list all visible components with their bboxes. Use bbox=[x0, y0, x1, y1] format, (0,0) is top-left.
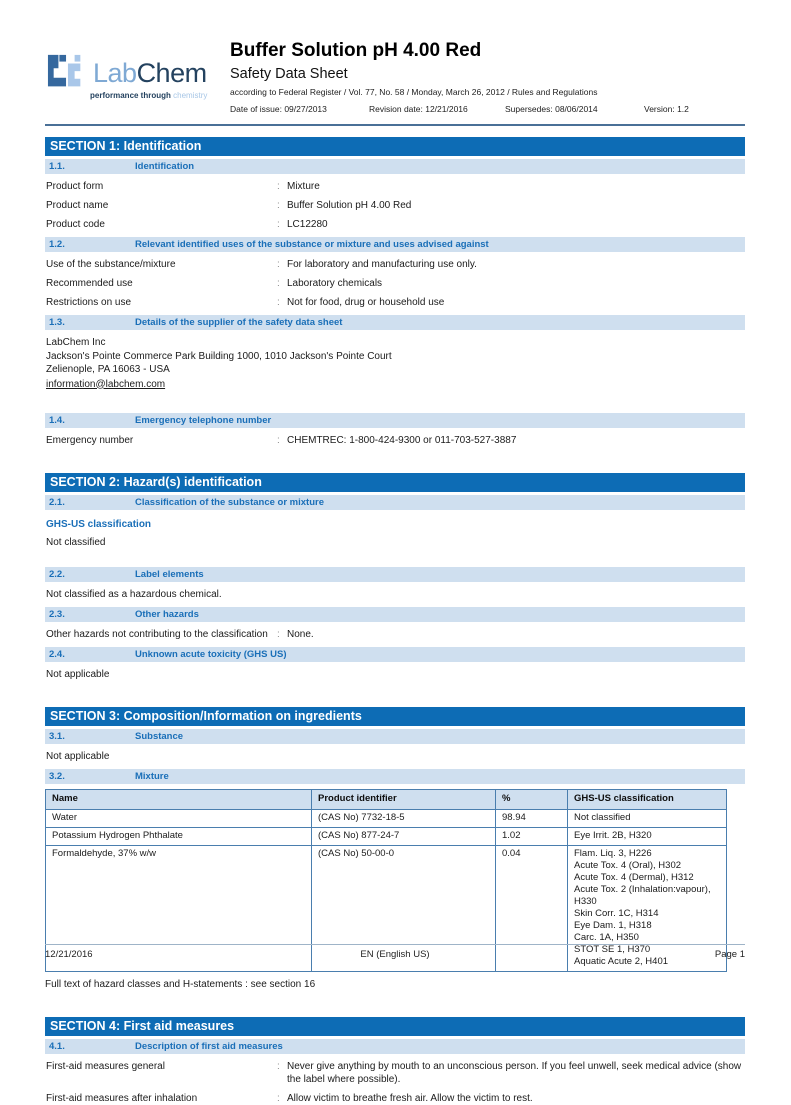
cell-name: Potassium Hydrogen Phthalate bbox=[46, 828, 312, 846]
subsection-title: Emergency telephone number bbox=[135, 415, 272, 426]
field-label: Emergency number bbox=[46, 435, 134, 446]
document-dates-row bbox=[230, 104, 745, 114]
colon-separator bbox=[277, 628, 287, 641]
document-subtitle: Safety Data Sheet bbox=[230, 66, 348, 82]
field-product-code bbox=[46, 218, 744, 231]
ghs-classification-value: Not classified bbox=[46, 537, 106, 548]
cell-product-identifier: (CAS No) 7732-18-5 bbox=[312, 810, 496, 828]
supplier-details bbox=[45, 336, 745, 391]
label-elements-text: Not classified as a hazardous chemical. bbox=[46, 589, 222, 600]
subsection-title: Substance bbox=[135, 731, 184, 742]
labchem-wordmark bbox=[93, 58, 207, 89]
field-label: Recommended use bbox=[46, 278, 133, 289]
field-value: Not for food, drug or household use bbox=[287, 297, 445, 308]
field-product-form bbox=[46, 180, 744, 193]
subsection-2-4 bbox=[45, 647, 745, 662]
subsection-number: 1.1. bbox=[49, 161, 65, 172]
classification-line: Acute Tox. 4 (Oral), H302 bbox=[574, 860, 682, 871]
field-value: Never give anything by mouth to an unconscious person. If you feel unwell, seek medical advice (show the label where possible). bbox=[287, 1061, 742, 1085]
cell-percent: 98.94 bbox=[496, 810, 568, 828]
field-label: Other hazards not contributing to the classification bbox=[46, 629, 268, 640]
subsection-title: Identification bbox=[135, 161, 195, 172]
colon-separator bbox=[277, 180, 287, 193]
colon-separator bbox=[277, 199, 287, 212]
subsection-title: Classification of the substance or mixture bbox=[135, 497, 324, 508]
subsection-number: 2.1. bbox=[49, 497, 65, 508]
labchem-monogram-icon bbox=[45, 53, 89, 93]
supplier-address-line1: Jackson's Pointe Commerce Park Building 1000, 1010 Jackson's Pointe Court bbox=[46, 350, 392, 362]
classification-line: STOT SE 1, H370 bbox=[574, 944, 651, 955]
field-value: CHEMTREC: 1-800-424-9300 or 011-703-527-3887 bbox=[287, 435, 517, 446]
field-value: Mixture bbox=[287, 181, 320, 192]
logo-chem-text: Chem bbox=[136, 57, 207, 88]
field-recommended-use bbox=[46, 277, 744, 290]
subsection-1-3 bbox=[45, 315, 745, 330]
field-value: None. bbox=[287, 629, 314, 640]
field-label: First-aid measures after inhalation bbox=[46, 1093, 198, 1104]
supplier-email-link[interactable]: information@labchem.com bbox=[46, 378, 166, 390]
subsection-number: 3.1. bbox=[49, 731, 65, 742]
field-value: Laboratory chemicals bbox=[287, 278, 383, 289]
section-3-header: SECTION 3: Composition/Information on ingredients bbox=[45, 707, 745, 726]
field-label: Product form bbox=[46, 181, 104, 192]
subsection-3-1 bbox=[45, 729, 745, 744]
section-2-header: SECTION 2: Hazard(s) identification bbox=[45, 473, 745, 492]
field-other-hazards bbox=[46, 628, 744, 641]
subsection-number: 1.4. bbox=[49, 415, 65, 426]
supersedes-date: Supersedes: 08/06/2014 bbox=[505, 104, 598, 114]
classification-line: Acute Tox. 2 (Inhalation:vapour), H330 bbox=[574, 884, 711, 907]
subsection-4-1 bbox=[45, 1039, 745, 1054]
hazard-fulltext-note: Full text of hazard classes and H-statements : see section 16 bbox=[45, 979, 316, 990]
subsection-number: 2.4. bbox=[49, 649, 65, 660]
cell-name: Water bbox=[46, 810, 312, 828]
substance-text: Not applicable bbox=[46, 751, 110, 762]
subsection-title: Unknown acute toxicity (GHS US) bbox=[135, 649, 287, 660]
subsection-title: Details of the supplier of the safety data sheet bbox=[135, 317, 343, 328]
field-first-aid-inhalation bbox=[46, 1092, 744, 1105]
field-label: Use of the substance/mixture bbox=[46, 259, 176, 270]
subsection-number: 1.2. bbox=[49, 239, 65, 250]
colon-separator bbox=[277, 218, 287, 231]
colon-separator bbox=[277, 258, 287, 271]
classification-line: Eye Dam. 1, H318 bbox=[574, 920, 652, 931]
field-label: First-aid measures general bbox=[46, 1061, 165, 1072]
subsection-title: Description of first aid measures bbox=[135, 1041, 283, 1052]
subsection-title: Label elements bbox=[135, 569, 204, 580]
tagline-bold: performance through bbox=[90, 91, 171, 100]
spacer bbox=[45, 391, 745, 410]
cell-product-identifier: (CAS No) 50-00-0 bbox=[312, 846, 496, 972]
subsection-number: 4.1. bbox=[49, 1041, 65, 1052]
regulation-reference: according to Federal Register / Vol. 77, No. 58 / Monday, March 26, 2012 / Rules and Regulations bbox=[230, 87, 598, 97]
section-1-header: SECTION 1: Identification bbox=[45, 137, 745, 156]
subsection-2-2 bbox=[45, 567, 745, 582]
footer-date: 12/21/2016 bbox=[45, 949, 93, 960]
colon-separator bbox=[277, 296, 287, 309]
subsection-number: 2.2. bbox=[49, 569, 65, 580]
colon-separator bbox=[277, 1092, 287, 1105]
classification-line: Flam. Liq. 3, H226 bbox=[574, 848, 652, 859]
subsection-title: Other hazards bbox=[135, 609, 199, 620]
classification-line: Acute Tox. 4 (Dermal), H312 bbox=[574, 872, 694, 883]
labchem-logo bbox=[45, 40, 230, 100]
cell-percent: 1.02 bbox=[496, 828, 568, 846]
subsection-title: Mixture bbox=[135, 771, 169, 782]
page-footer bbox=[45, 944, 745, 960]
supplier-name: LabChem Inc bbox=[46, 337, 106, 348]
logo-lab-text: Lab bbox=[93, 57, 137, 88]
column-header-percent: % bbox=[496, 790, 568, 810]
subsection-2-3 bbox=[45, 607, 745, 622]
classification-line: Carc. 1A, H350 bbox=[574, 932, 639, 943]
tagline-light: chemistry bbox=[173, 91, 208, 100]
field-value: LC12280 bbox=[287, 219, 328, 230]
field-first-aid-general bbox=[46, 1060, 744, 1086]
subsection-1-1 bbox=[45, 159, 745, 174]
page-title: Buffer Solution pH 4.00 Red bbox=[230, 40, 482, 61]
spacer bbox=[45, 687, 745, 696]
ghs-classification-heading: GHS-US classification bbox=[46, 519, 152, 530]
classification-line: Aquatic Acute 2, H401 bbox=[574, 956, 669, 967]
footer-page-number: Page 1 bbox=[714, 949, 745, 960]
subsection-number: 3.2. bbox=[49, 771, 65, 782]
field-label: Restrictions on use bbox=[46, 297, 132, 308]
subsection-1-4 bbox=[45, 413, 745, 428]
cell-ghs-classification: Not classified bbox=[568, 810, 727, 828]
subsection-number: 1.3. bbox=[49, 317, 65, 328]
revision-date: Revision date: 12/21/2016 bbox=[369, 104, 468, 114]
subsection-number: 2.3. bbox=[49, 609, 65, 620]
spacer bbox=[45, 453, 745, 462]
column-header-name: Name bbox=[46, 790, 312, 810]
colon-separator bbox=[277, 277, 287, 290]
header-text-block bbox=[230, 40, 745, 114]
classification-line: Skin Corr. 1C, H314 bbox=[574, 908, 659, 919]
subsection-3-2 bbox=[45, 769, 745, 784]
cell-name: Formaldehyde, 37% w/w bbox=[46, 846, 312, 972]
unknown-toxicity-text: Not applicable bbox=[46, 669, 110, 680]
section-4-header: SECTION 4: First aid measures bbox=[45, 1017, 745, 1036]
column-header-ghs-classification: GHS-US classification bbox=[568, 790, 727, 810]
document-header bbox=[45, 40, 745, 114]
table-row bbox=[46, 810, 727, 828]
spacer bbox=[45, 997, 745, 1006]
date-of-issue: Date of issue: 09/27/2013 bbox=[230, 104, 327, 114]
footer-language: EN (English US) bbox=[360, 949, 430, 960]
subsection-2-1 bbox=[45, 495, 745, 510]
subsection-1-2 bbox=[45, 237, 745, 252]
table-header-row bbox=[46, 790, 727, 810]
header-divider bbox=[45, 124, 745, 126]
colon-separator bbox=[277, 1060, 287, 1086]
field-label: Product code bbox=[46, 219, 105, 230]
field-value: Allow victim to breathe fresh air. Allow the victim to rest. bbox=[287, 1093, 533, 1104]
column-header-product-identifier: Product identifier bbox=[312, 790, 496, 810]
colon-separator bbox=[277, 434, 287, 447]
field-restrictions-on-use bbox=[46, 296, 744, 309]
field-value: Buffer Solution pH 4.00 Red bbox=[287, 200, 412, 211]
field-use-of-substance bbox=[46, 258, 744, 271]
field-label: Product name bbox=[46, 200, 109, 211]
cell-ghs-classification: Eye Irrit. 2B, H320 bbox=[568, 828, 727, 846]
cell-product-identifier: (CAS No) 877-24-7 bbox=[312, 828, 496, 846]
version: Version: 1.2 bbox=[644, 104, 689, 114]
field-emergency-number bbox=[46, 434, 744, 447]
spacer bbox=[46, 555, 744, 564]
cell-percent: 0.04 bbox=[496, 846, 568, 972]
supplier-address-line2: Zelienople, PA 16063 - USA bbox=[46, 364, 170, 375]
field-product-name bbox=[46, 199, 744, 212]
subsection-title: Relevant identified uses of the substance or mixture and uses advised against bbox=[135, 239, 489, 250]
field-value: For laboratory and manufacturing use only. bbox=[287, 259, 477, 270]
table-row bbox=[46, 828, 727, 846]
